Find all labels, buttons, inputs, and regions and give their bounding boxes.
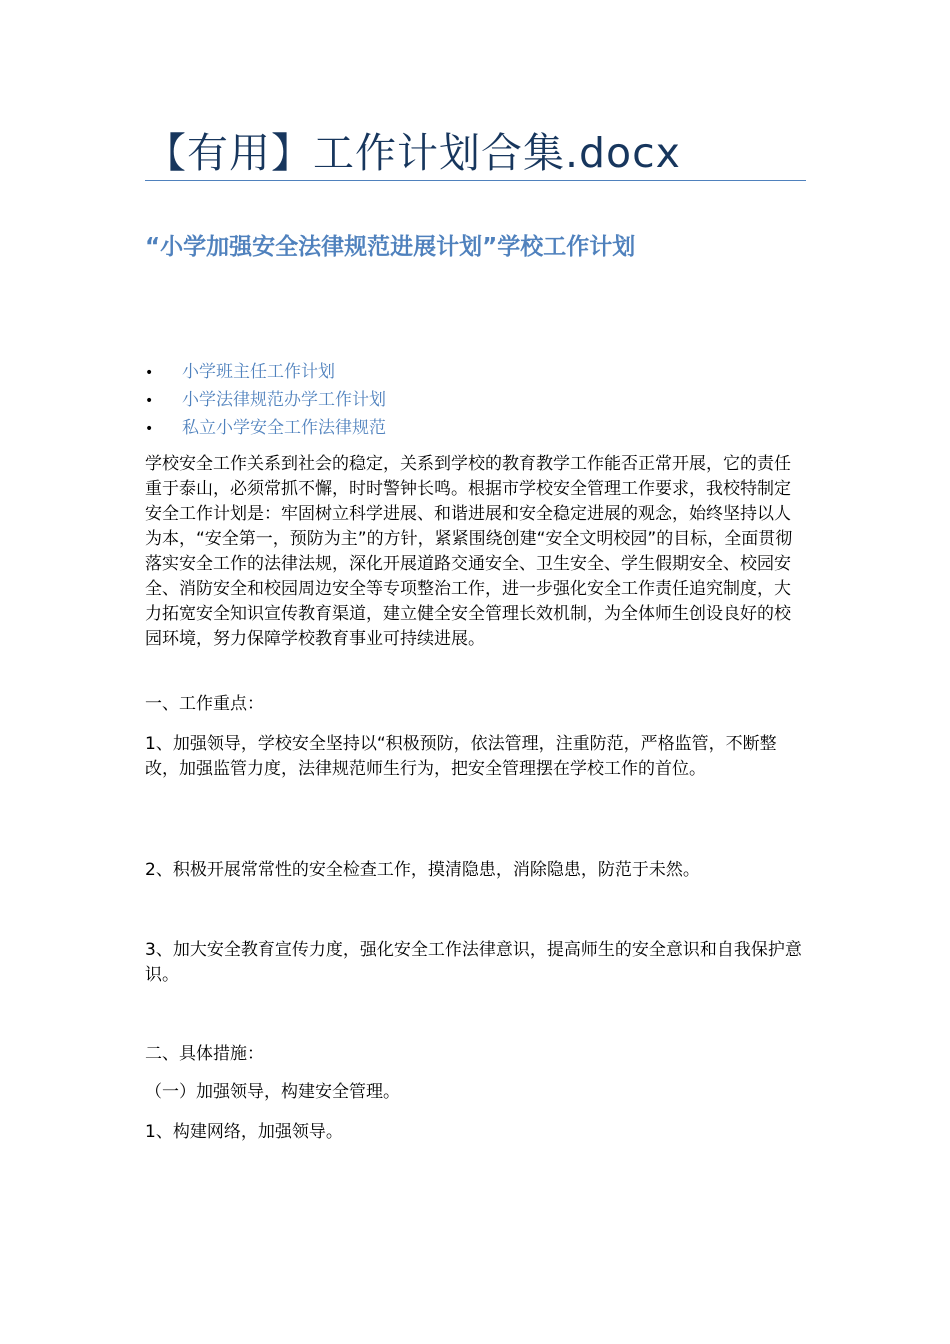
related-links-list: [145, 358, 386, 442]
bullet-icon: •: [145, 421, 154, 437]
section-heading-measures: 二、具体措施：: [145, 1044, 264, 1064]
paragraph-measure-1: 1、构建网络，加强领导。: [145, 1122, 343, 1142]
bullet-icon: •: [145, 365, 154, 381]
list-item: [145, 414, 386, 442]
document-subtitle: “小学加强安全法律规范进展计划”学校工作计划: [145, 234, 636, 260]
link-private-school-safety[interactable]: 私立小学安全工作法律规范: [182, 418, 386, 438]
list-item: [145, 386, 386, 414]
paragraph-point-1: 1、加强领导，学校安全坚持以“积极预防，依法管理，注重防范，严格监管，不断整改，加强监管力度，法律规范师生行为，把安全管理摆在学校工作的首位。: [145, 734, 777, 779]
title-divider: [145, 180, 806, 181]
document-title: 【有用】工作计划合集.docx: [145, 129, 681, 177]
section-heading-key-points: 一、工作重点：: [145, 694, 264, 714]
subsection-heading-1: （一）加强领导，构建安全管理。: [145, 1082, 400, 1102]
list-item: [145, 358, 386, 386]
bullet-icon: •: [145, 393, 154, 409]
intro-paragraph: 学校安全工作关系到社会的稳定，关系到学校的教育教学工作能否正常开展，它的责任重于泰山，必须常抓不懈，时时警钟长鸣。根据市学校安全管理工作要求，我校特制定安全工作计划是：牢固树立科学进展、和谐进展和安全稳定进展的观念，始终坚持以人为本，“安全第一，预防为主”的方针，紧紧围绕创建“安全文明校园”的目标，全面贯彻落实安全工作的法律法规，深化开展道路交通安全、卫生安全、学生假期安全、校园安全、消防安全和校园周边安全等专项整治工作，进一步强化安全工作责任追究制度，大力拓宽安全知识宣传教育渠道，建立健全安全管理长效机制，为全体师生创设良好的校园环境，努力保障学校教育事业可持续进展。: [145, 454, 793, 649]
paragraph-point-3: 3、加大安全教育宣传力度，强化安全工作法律意识，提高师生的安全意识和自我保护意识。: [145, 940, 802, 985]
paragraph-point-2: 2、积极开展常常性的安全检查工作，摸清隐患，消除隐患，防范于未然。: [145, 860, 700, 880]
link-class-teacher-plan[interactable]: 小学班主任工作计划: [182, 362, 335, 382]
link-law-standard-plan[interactable]: 小学法律规范办学工作计划: [182, 390, 386, 410]
